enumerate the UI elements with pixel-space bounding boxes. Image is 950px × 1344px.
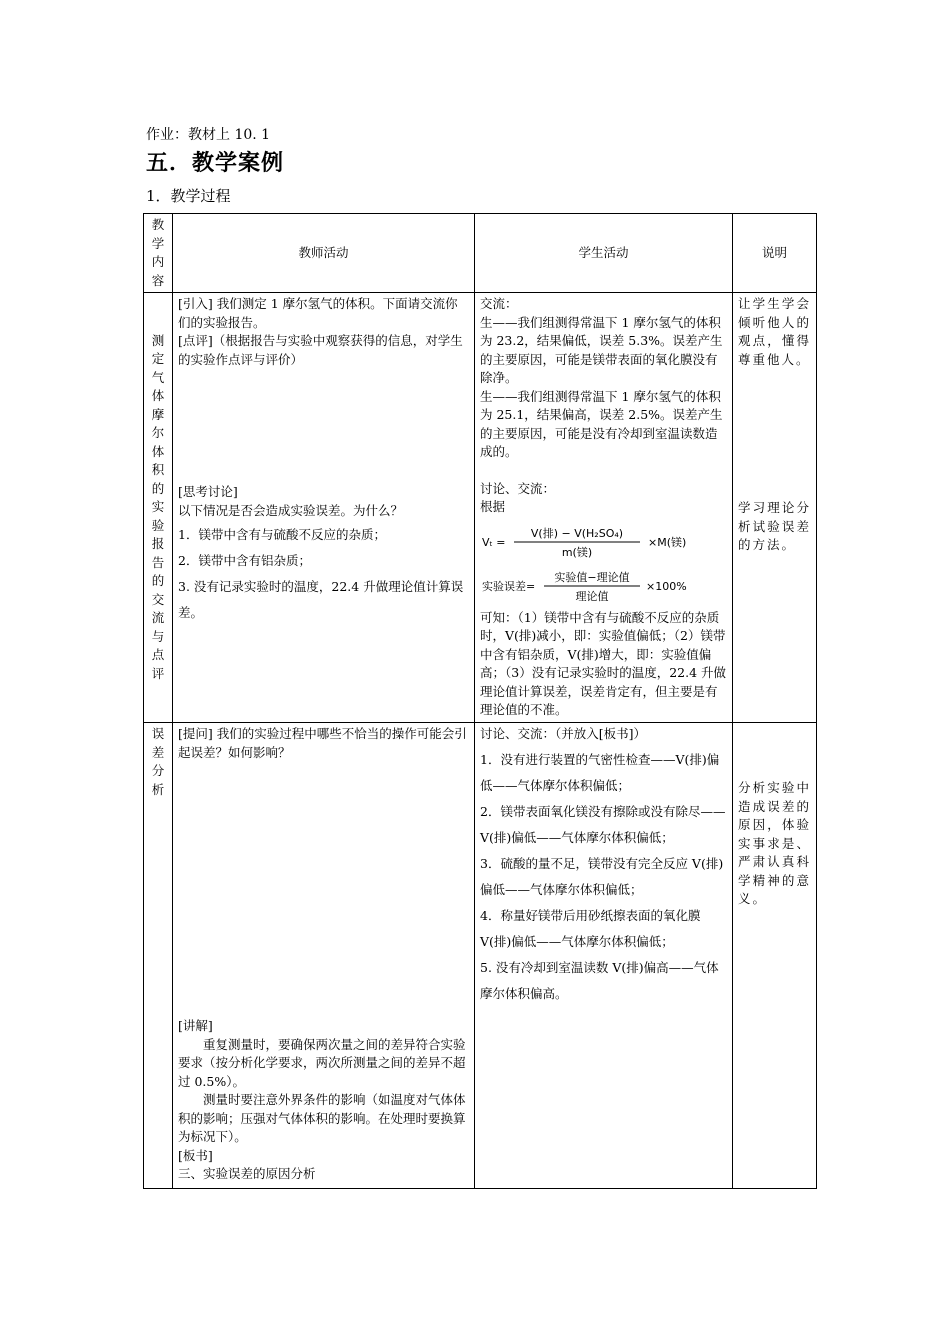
row1-note [733, 293, 817, 723]
error-cause-item: 1．没有进行装置的气密性检查——V(排)偏低——气体摩尔体积偏低； [480, 751, 720, 793]
note-error-analysis: 分析实验中造成误差的原因，体验实事求是、严肃认真科学精神的意义。 [738, 780, 811, 906]
header-content: 教 学 内 容 [144, 214, 173, 293]
think-list [178, 522, 469, 626]
lecture-title: [讲解] [178, 1018, 213, 1033]
formula1-denominator: m(镁) [561, 545, 593, 559]
molar-volume-formula [480, 523, 727, 561]
teacher-question: [提问] 我们的实验过程中哪些不恰当的操作可能会引起误差？如何影响？ [178, 726, 467, 760]
header-teacher-activity: 教师活动 [173, 214, 475, 293]
board-text: 三、实验误差的原因分析 [178, 1166, 316, 1181]
table-header-row [144, 214, 817, 293]
homework-line: 作业：教材上 10. 1 [146, 127, 271, 143]
think-question: 以下情况是否会造成实验误差。为什么？ [178, 502, 404, 518]
student-report-1: 生——我们组测得常温下 1 摩尔氢气的体积为 23.2，结果偏低，误差 5.3%。误差产生的主要原因，可能是镁带表面的氧化膜没有除净。 [480, 314, 723, 385]
section-title: 五．教学案例 [146, 151, 285, 176]
formula2-lhs: 实验误差= [482, 579, 536, 593]
row2-note [733, 723, 817, 1189]
student-discuss-label: 讨论、交流： [480, 480, 556, 496]
board-title: [板书] [178, 1147, 213, 1163]
student-report-2: 生——我们组测得常温下 1 摩尔氢气的体积为 25.1，结果偏高，误差 2.5%。误差产生的主要原因，可能是没有冷却到室温读数造成的。 [480, 388, 723, 459]
formula1-lhs: Vₜ = [482, 535, 506, 549]
error-cause-item: 5. 没有冷却到室温读数 V(排)偏高——气体摩尔体积偏高。 [480, 959, 719, 1001]
think-title: [思考讨论] [178, 484, 238, 499]
formula1-tail: ×M(镁) [648, 535, 687, 549]
formula2-numerator: 实验值−理论值 [554, 570, 630, 584]
think-item: 1．镁带中含有与硫酸不反应的杂质； [178, 527, 386, 542]
lecture-paragraph-2: 测量时要注意外界条件的影响（如温度对气体体积的影响；压强对气体体积的影响。在处理时要换算为标况下）。 [178, 1092, 466, 1144]
error-cause-item: 3．硫酸的量不足，镁带没有完全反应 V(排)偏低——气体摩尔体积偏低； [480, 855, 724, 897]
row2-teacher [173, 723, 475, 1189]
row1-content: 测 定 气 体 摩 尔 体 积 的 实 验 报 告 的 交 流 与 点 评 [144, 293, 173, 723]
teacher-intro: [引入] 我们测定 1 摩尔氢气的体积。下面请交流你们的实验报告。 [178, 296, 458, 330]
header-note: 说明 [733, 214, 817, 293]
note-theory: 学习理论分析试验误差的方法。 [738, 500, 811, 552]
student-exchange-label: 交流： [480, 296, 518, 311]
note-listening: 让学生学会倾听他人的观点，懂得尊重他人。 [738, 296, 811, 367]
student-conclusion: 可知：（1）镁带中含有与硫酸不反应的杂质时，V(排)减小，即：实验值偏低；（2）镁带中含有铝杂质，V(排)增大，即：实验值偏高；（3）没有记录实验时的温度，22.4 升做理论值计算误差，误差肯定有，但主要是有理论值的不准。 [480, 609, 727, 717]
lecture-paragraph-1: 重复测量时，要确保两次量之间的差异符合实验要求（按分析化学要求，两次所测量之间的差异不超过 0.5%）。 [178, 1036, 466, 1089]
formula2-tail: ×100% [646, 579, 687, 593]
table-row-error-analysis [144, 723, 817, 1189]
student-discuss-head: 讨论、交流：（并放入[板书]） [480, 726, 647, 741]
think-item: 2．镁带中含有铝杂质； [178, 553, 311, 568]
teacher-comment: [点评]（根据报告与实验中观察获得的信息，对学生的实验作点评与评价） [178, 333, 463, 367]
table-row-measurement [144, 293, 817, 723]
row2-student [475, 723, 733, 1189]
student-basis: 根据 [480, 499, 506, 514]
error-cause-item: 4．称量好镁带后用砂纸擦表面的氧化膜 V(排)偏低——气体摩尔体积偏低； [480, 907, 701, 949]
teaching-process-table [143, 213, 817, 1189]
error-cause-item: 2．镁带表面氧化镁没有擦除或没有除尽——V(排)偏低——气体摩尔体积偏低； [480, 803, 726, 845]
subsection-title: 1．教学过程 [146, 187, 231, 205]
think-item: 3. 没有记录实验时的温度，22.4 升做理论值计算误差。 [178, 579, 464, 620]
header-student-activity: 学生活动 [475, 214, 733, 293]
row2-content: 误 差 分 析 [144, 723, 173, 1189]
row1-teacher [173, 293, 475, 723]
row1-student [475, 293, 733, 723]
error-formula [480, 567, 727, 605]
formula2-denominator: 理论值 [575, 589, 609, 603]
error-cause-list [480, 747, 727, 1007]
formula1-numerator: V(排) − V(H₂SO₄) [530, 526, 624, 540]
